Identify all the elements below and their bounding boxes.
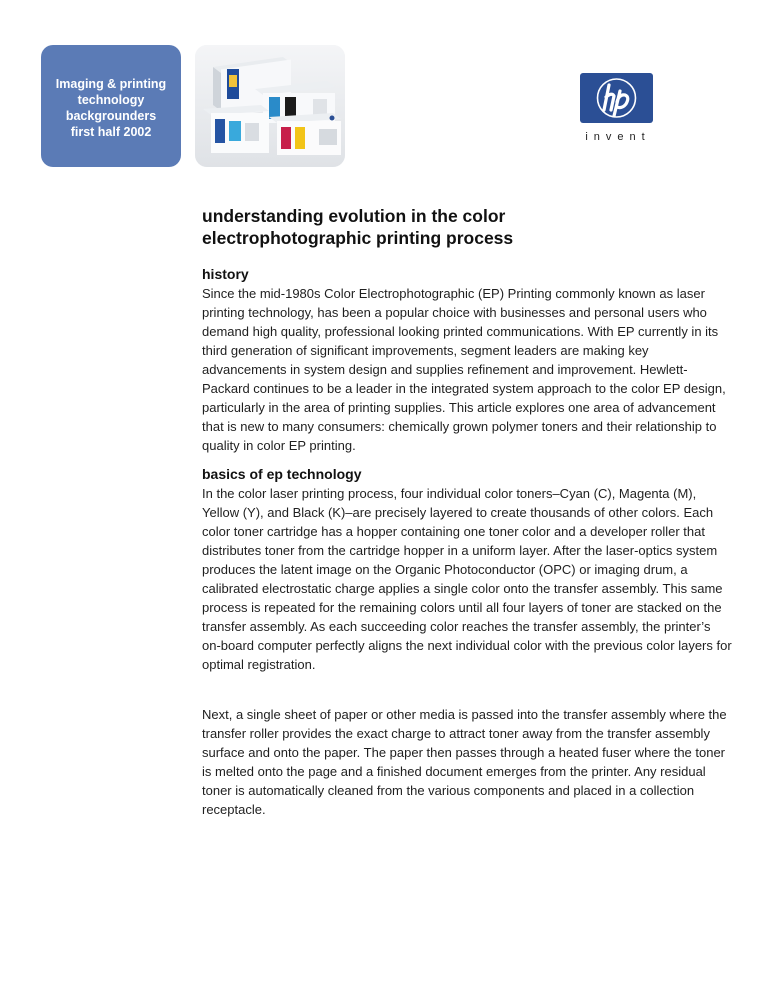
section-heading-basics: basics of ep technology xyxy=(202,466,362,482)
history-paragraph: Since the mid-1980s Color Electrophotographic (EP) Printing commonly known as laser printing technology, has been a popular choice with businesses and personal users who demand high quality, professional looking printed communications. With EP currently in its third generation of significant improvements, segment leaders are making key advancements in system design and supplies refinement and improvement. Hewlett-Packard continues to be a leader in the integrated system approach to the color EP design, particularly in the area of printing supplies. This article explores one area of advancement that is new to many consumers: chemically grown polymer toners and their relationship to quality in color EP printing. xyxy=(202,286,726,453)
series-label-box xyxy=(41,45,181,167)
series-label-line: backgrounders xyxy=(65,109,157,123)
toner-cartridges-photo xyxy=(195,45,345,167)
series-label-line: Imaging & printing xyxy=(55,77,167,91)
basics-paragraph-2: Next, a single sheet of paper or other media is passed into the transfer assembly where the transfer roller provides the exact charge to attract toner away from the transfer assembly surface and onto the paper. The paper then passes through a heated fuser where the toner is melted onto the page and a finished document emerges from the printer. Any residual toner is automatically cleaned from the various components and placed in a collection receptacle. xyxy=(202,707,727,817)
article-title: understanding evolution in the color electrophotographic printing process xyxy=(202,206,514,248)
hp-logo-icon xyxy=(579,72,654,124)
section-heading-history: history xyxy=(202,266,249,282)
hp-tagline: invent xyxy=(585,131,651,143)
toner-boxes-illustration xyxy=(195,45,345,167)
series-label-line: first half 2002 xyxy=(70,125,152,139)
series-label-line: technology xyxy=(77,93,145,107)
hp-logo xyxy=(579,72,654,124)
basics-paragraph-1: In the color laser printing process, four individual color toners–Cyan (C), Magenta (M), Yellow (Y), and Black (K)–are precisely layered to create thousands of other colors. Each color toner cartridge has a hopper containing one toner color and a developer roller that distributes toner from the cartridge hopper in a uniform layer. After the laser-optics system produces the latent image on the Organic Photoconductor (OPC) or imaging drum, a calibrated electrostatic charge applies a single color onto the transfer assembly. This same process is repeated for the remaining colors until all four layers of toner are stacked on the transfer assembly. As each succeeding color reaches the transfer assembly, the printer’s on-board computer perfectly aligns the next individual color with the previous color layers for optimal registration. xyxy=(202,486,732,672)
